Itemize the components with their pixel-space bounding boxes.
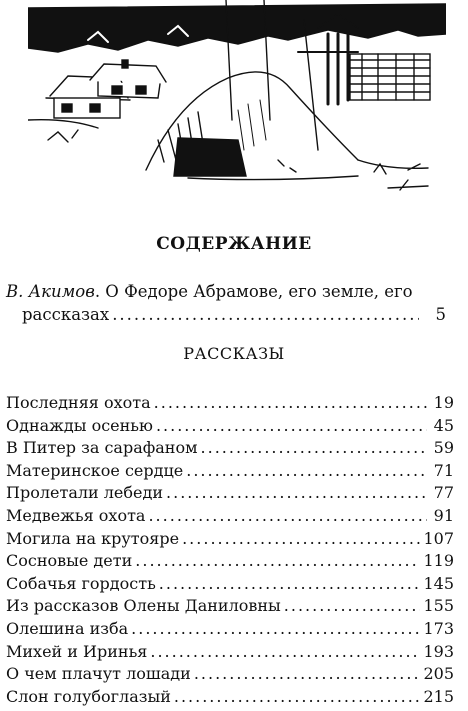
toc-entry-page: 173 [423, 618, 454, 638]
toc-entry-title: Слон голубоглазый [6, 686, 171, 706]
toc-entry [6, 573, 454, 596]
toc-entry-page: 155 [423, 596, 454, 616]
toc-entry-page: 145 [423, 573, 454, 593]
toc-entry [6, 595, 454, 618]
toc-entry-title: Сосновые дети [6, 551, 133, 571]
toc-entry [6, 415, 454, 438]
dot-leader [154, 392, 427, 415]
toc-entry-title: Олешина изба [6, 618, 129, 638]
toc-entry-page: 45 [433, 415, 454, 435]
toc-entry-page: 71 [433, 460, 454, 480]
toc-entry-title: О чем плачут лошади [6, 664, 191, 684]
toc-entry-page: 91 [433, 505, 454, 525]
toc-entry [6, 686, 454, 709]
toc-entry [6, 528, 454, 551]
toc-entry [6, 550, 454, 573]
dot-leader [182, 528, 420, 551]
toc-entry-title: Из рассказов Олены Даниловны [6, 596, 281, 616]
intro-title-part1: . О Федоре Абрамове, его земле, его [94, 282, 413, 301]
toc-entry-title: Пролетали лебеди [6, 483, 164, 503]
toc-entry-title: Могила на крутояре [6, 528, 180, 548]
toc-entry-page: 77 [433, 483, 454, 503]
dot-leader [186, 460, 427, 483]
dot-leader [135, 550, 420, 573]
dot-leader [166, 482, 427, 505]
toc-entry-page: 19 [433, 393, 454, 412]
intro-page-number: 5 [435, 305, 446, 324]
intro-author: В. Акимов [6, 282, 95, 301]
toc-list [6, 392, 454, 708]
intro-title-part2: рассказах [22, 305, 110, 324]
toc-entry [6, 437, 454, 460]
dot-leader [131, 618, 420, 641]
toc-entry-title: Однажды осенью [6, 415, 153, 435]
toc-entry [6, 641, 454, 664]
dot-leader [201, 437, 427, 460]
dot-leader [148, 505, 427, 528]
toc-entry-title: Последняя охота [6, 393, 151, 412]
toc-entry [6, 460, 454, 483]
toc-entry [6, 505, 454, 528]
winter-village-illustration [28, 0, 446, 210]
toc-entry-title: Медвежья охота [6, 505, 146, 525]
toc-entry-page: 119 [423, 551, 454, 571]
toc-entry-page: 193 [423, 641, 454, 661]
dot-leader [112, 303, 419, 326]
section-heading: РАССКАЗЫ [183, 344, 285, 363]
dot-leader [174, 686, 421, 709]
toc-entry-page: 205 [423, 664, 454, 684]
intro-entry [6, 280, 446, 326]
toc-entry-title: Материнское сердце [6, 460, 184, 480]
toc-entry-page: 107 [423, 528, 454, 548]
dot-leader [150, 641, 420, 664]
toc-entry [6, 663, 454, 686]
toc-entry [6, 482, 454, 505]
toc-entry-title: Собачья гордость [6, 573, 156, 593]
toc-entry [6, 392, 454, 415]
toc-entry-title: Михей и Иринья [6, 641, 148, 661]
dot-leader [159, 573, 421, 596]
dot-leader [156, 415, 427, 438]
toc-entry [6, 618, 454, 641]
contents-heading: СОДЕРЖАНИЕ [156, 234, 312, 254]
toc-entry-title: В Питер за сарафаном [6, 438, 198, 458]
dot-leader [284, 595, 421, 618]
dot-leader [194, 663, 421, 686]
toc-entry-page: 215 [423, 686, 454, 706]
toc-entry-page: 59 [433, 438, 454, 458]
